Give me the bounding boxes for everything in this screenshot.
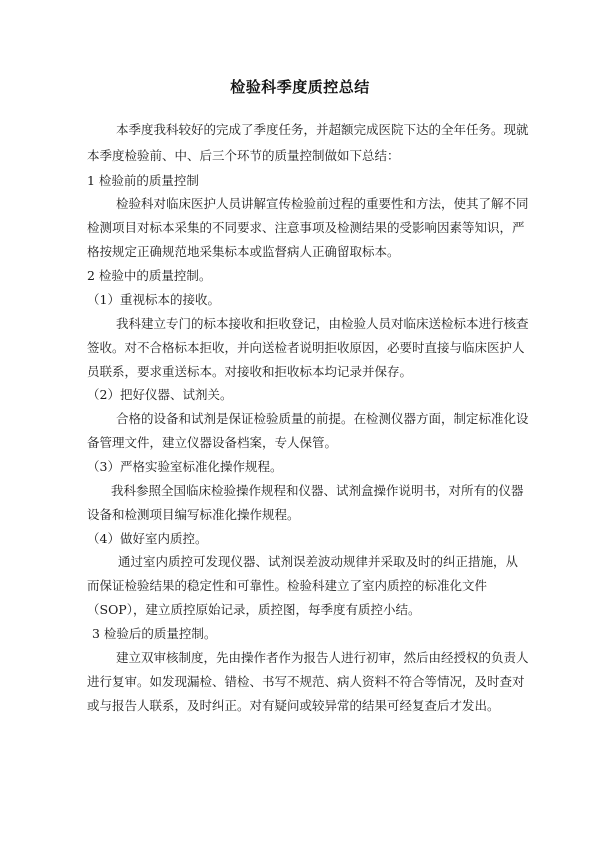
body-line: 我科参照全国临床检验操作规程和仪器、试剂盒操作说明书，对所有的仪器 xyxy=(111,483,524,498)
body-line: 本季度我科较好的完成了季度任务，并超额完成医院下达的全年任务。现就 xyxy=(116,122,529,137)
body-line: 备管理文件，建立仪器设备档案，专人保管。 xyxy=(87,435,338,450)
body-line: 本季度检验前、中、后三个环节的质量控制做如下总结： xyxy=(87,148,400,163)
section-heading: 3 检验后的质量控制。 xyxy=(92,626,217,641)
body-line: 而保证检验结果的稳定性和可靠性。检验科建立了室内质控的标准化文件 xyxy=(87,578,488,593)
subsection-heading: （1）重视标本的接收。 xyxy=(87,292,220,307)
body-line: 或与报告人联系，及时纠正。对有疑问或较异常的结果可经复查后才发出。 xyxy=(87,698,500,713)
document-title: 检验科季度质控总结 xyxy=(230,78,370,96)
body-line: 设备和检测项目编写标准化操作规程。 xyxy=(87,507,300,522)
body-line: 进行复审。如发现漏检、错检、书写不规范、病人资料不符合等情况，及时查对 xyxy=(87,674,525,689)
body-line: 合格的设备和试剂是保证检验质量的前提。在检测仪器方面，制定标准化设 xyxy=(116,411,529,426)
subsection-heading: （3）严格实验室标准化操作规程。 xyxy=(87,459,283,474)
section-heading: 2 检验中的质量控制。 xyxy=(87,268,212,283)
subsection-heading: （4）做好室内质控。 xyxy=(87,531,208,546)
body-line: 检测项目对标本采集的不同要求、注意事项及检测结果的受影响因素等知识，严 xyxy=(87,220,525,235)
body-line: 格按规定正确规范地采集标本或监督病人正确留取标本。 xyxy=(87,244,400,259)
body-line: 检验科对临床医护人员讲解宣传检验前过程的重要性和方法，使其了解不同 xyxy=(116,196,529,211)
subsection-heading: （2）把好仪器、试剂关。 xyxy=(87,387,233,402)
body-line: 建立双审核制度，先由操作者作为报告人进行初审，然后由经授权的负责人 xyxy=(116,650,529,665)
body-line: 员联系，要求重送标本。对接收和拒收标本均记录并保存。 xyxy=(87,364,413,379)
section-heading: 1 检验前的质量控制 xyxy=(87,173,199,188)
body-line: 通过室内质控可发现仪器、试剂误差波动规律并采取及时的纠正措施，从 xyxy=(118,554,519,569)
body-line: （SOP），建立质控原始记录，质控图，每季度有质控小结。 xyxy=(87,602,421,617)
body-line: 我科建立专门的标本接收和拒收登记，由检验人员对临床送检标本进行核查 xyxy=(116,316,529,331)
body-line: 签收。对不合格标本拒收，并向送检者说明拒收原因，必要时直接与临床医护人 xyxy=(87,340,525,355)
